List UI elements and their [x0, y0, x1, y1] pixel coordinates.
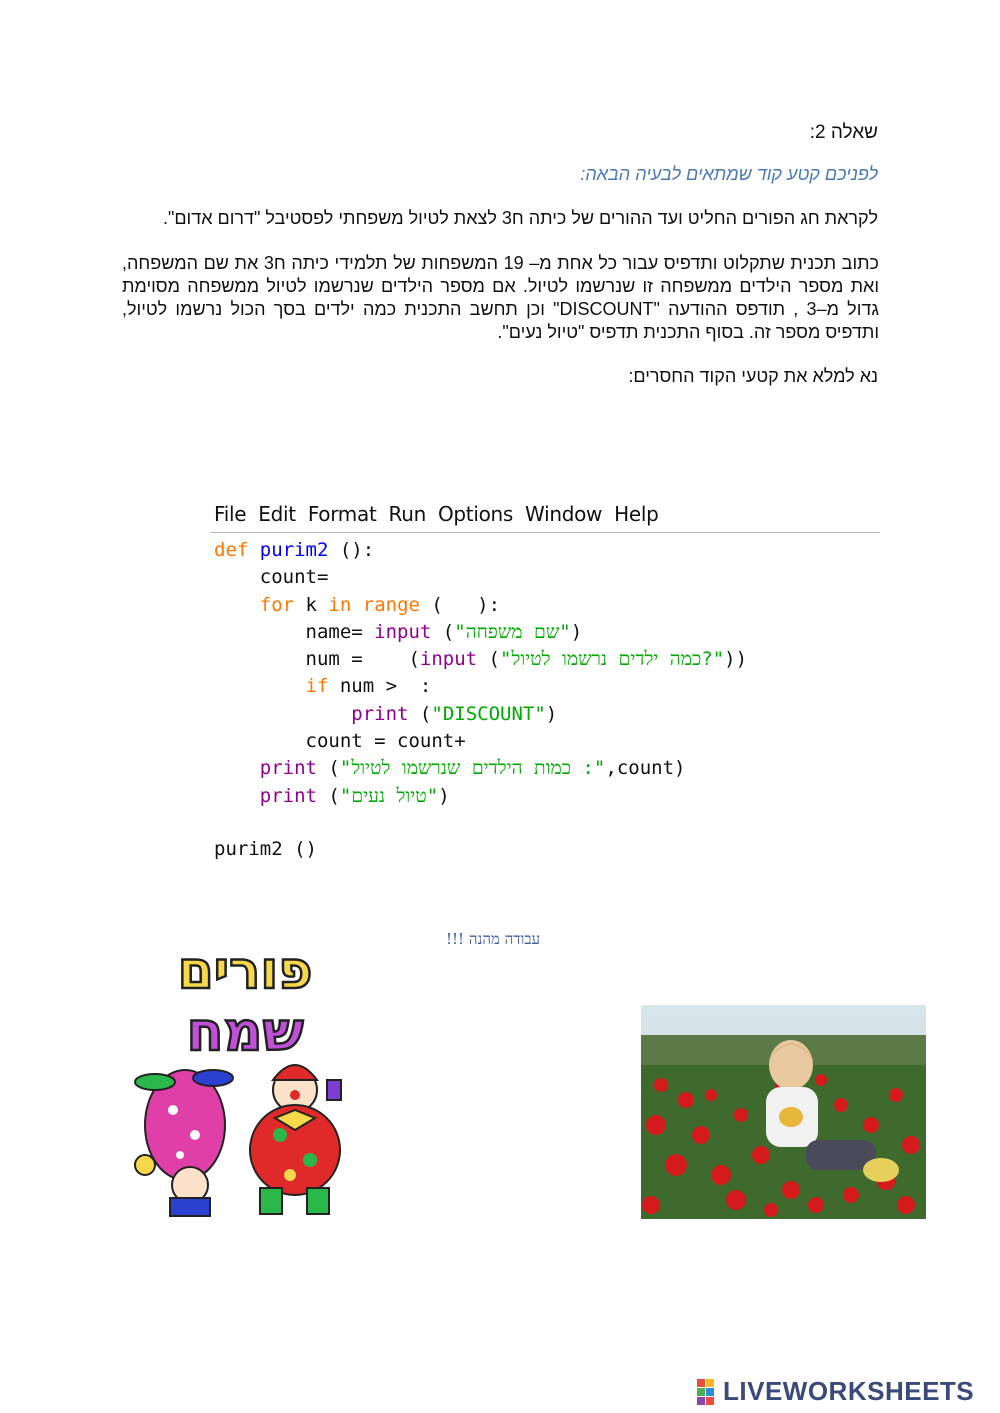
liveworksheets-brand: LIVEWORKSHEETS	[723, 1376, 975, 1406]
code-line-name: name= input ("שם משפחה")	[305, 620, 583, 643]
menu-file: File	[214, 502, 247, 526]
code-line-print-end: print ("טיול נעים")	[259, 784, 450, 807]
menu-window: Window	[525, 502, 603, 526]
clown-right	[250, 1065, 341, 1214]
liveworksheets-footer	[697, 1376, 974, 1407]
menu-help: Help	[614, 502, 659, 526]
code-block	[214, 537, 880, 810]
code-line-def: def purim2 ():	[214, 539, 375, 561]
editor-menubar	[210, 500, 880, 533]
function-call: purim2 ()	[214, 838, 317, 860]
menu-run: Run	[388, 502, 426, 526]
menu-edit: Edit	[258, 502, 296, 526]
menu-options: Options	[437, 502, 514, 526]
liveworksheets-logo-icon	[697, 1379, 723, 1405]
code-line-count-init: count=	[259, 566, 329, 589]
code-line-count-inc: count = count+	[305, 730, 466, 753]
code-line-print-count: print ("כמות הילדים שנרשמו לטיול :",count)	[259, 757, 686, 780]
sameach-word-art: שמח	[186, 1000, 304, 1063]
clown-left	[135, 1070, 233, 1216]
question-instruction: נא למלא את קטעי הקוד החסרים:	[628, 366, 878, 386]
question-paragraph-1: לקראת חג הפורים החליט ועד ההורים של כיתה ח3 לצאת לטיול משפחתי לפסטיבל "דרום אדום".	[162, 208, 878, 228]
code-line-if: if num > :	[305, 675, 432, 698]
code-line-print-discount: print ("DISCOUNT")	[351, 702, 558, 725]
idle-editor-screenshot	[210, 500, 880, 810]
question-intro: לפניכם קטע קוד שמתאים לבעיה הבאה:	[580, 164, 878, 184]
code-line-for: for k in range ( ):	[259, 593, 501, 616]
purim-title-art	[178, 941, 313, 1063]
menu-format: Format	[307, 502, 377, 526]
purim-word-art: פורים	[177, 941, 313, 1001]
purim-clowns-illustration	[95, 930, 370, 1220]
question-title: שאלה 2:	[809, 122, 878, 143]
praise-text: עבודה מהנה !!!	[446, 930, 541, 948]
code-line-num: num = (input ("כמה ילדים נרשמו לטיול?"))	[305, 648, 748, 671]
question-paragraph-2: כתוב תכנית שתקלוט ותדפיס עבור כל אחת מ– 19 המשפחות של תלמידי כיתה ח3 את שם המשפחה, ואת מספר הילדים ממשפחה זו שנרשמו לטיול. אם מספר הילדים שנרשמו לטיול ממשפחה מסוימת גדול מ–3 , תודפס ההודעה "DISCOUNT" וכן תחשב התכנית כמה ילדים בסך הכול נרשמו לטיול, ותדפיס מספר זה. בסוף התכנית תדפיס "טיול נעים".	[122, 253, 880, 342]
child-in-flower-field-photo	[641, 1005, 926, 1219]
